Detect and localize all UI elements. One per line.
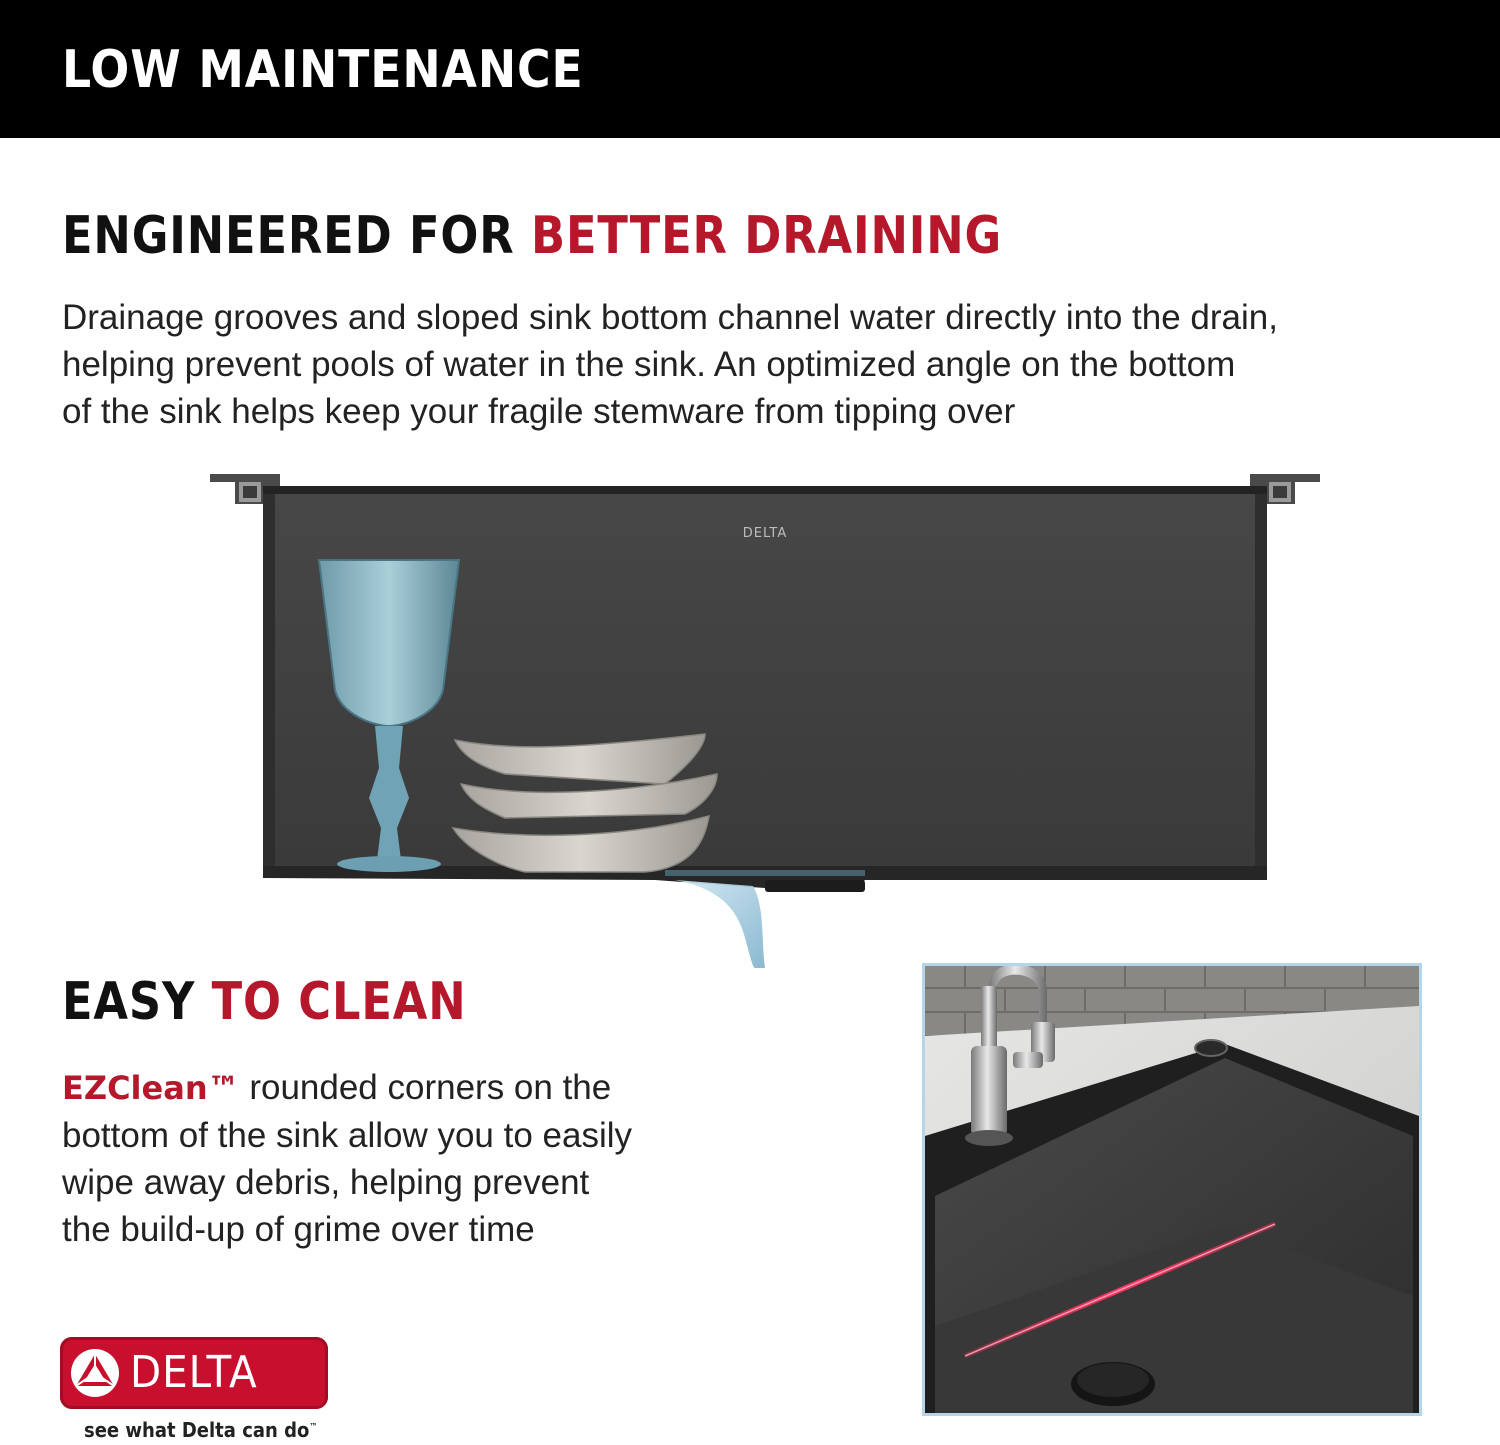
- clean-line-4: the build-up of grime over time: [62, 1210, 535, 1249]
- section-heading-clean: [62, 972, 467, 1032]
- ezclean-brand-word: EZClean™: [62, 1069, 240, 1107]
- tagline-trademark: ™: [309, 1422, 318, 1433]
- delta-wordmark: DELTA: [130, 1347, 258, 1398]
- heading-clean-accent: TO CLEAN: [211, 972, 467, 1032]
- tagline-text: see what Delta can do: [84, 1418, 310, 1442]
- sink-brand-mark: DELTA: [742, 526, 788, 541]
- sink-photo-image: [925, 966, 1419, 1413]
- top-banner: [0, 0, 1500, 138]
- draining-line-2: helping prevent pools of water in the sink. An optimized angle on the bottom: [62, 345, 1236, 384]
- delta-logo: [60, 1337, 328, 1409]
- soap-dispenser: [1195, 1040, 1227, 1056]
- drain: [765, 880, 865, 892]
- clean-line-2: bottom of the sink allow you to easily: [62, 1116, 633, 1155]
- sink-cross-section-illustration: [205, 468, 1325, 968]
- draining-line-1: Drainage grooves and sloped sink bottom channel water directly into the drain,: [62, 298, 1278, 337]
- heading-draining-dark: ENGINEERED FOR: [62, 206, 531, 266]
- delta-tagline: [84, 1418, 317, 1442]
- delta-logo-mark-icon: [70, 1348, 120, 1398]
- water-stream: [675, 880, 765, 968]
- heading-clean-dark: EASY: [62, 972, 212, 1032]
- section-heading-draining: [62, 206, 1002, 266]
- draining-description: [62, 294, 1402, 435]
- clean-line-1-rest: rounded corners on the: [239, 1068, 612, 1107]
- stacked-bowls: [453, 734, 717, 872]
- banner-title: LOW MAINTENANCE: [62, 40, 584, 100]
- clean-description: [62, 1064, 702, 1253]
- heading-draining-accent: BETTER DRAINING: [530, 206, 1003, 266]
- draining-line-3: of the sink helps keep your fragile stemware from tipping over: [62, 392, 1016, 431]
- clean-line-3: wipe away debris, helping prevent: [62, 1163, 590, 1202]
- sink-photo: [922, 963, 1422, 1416]
